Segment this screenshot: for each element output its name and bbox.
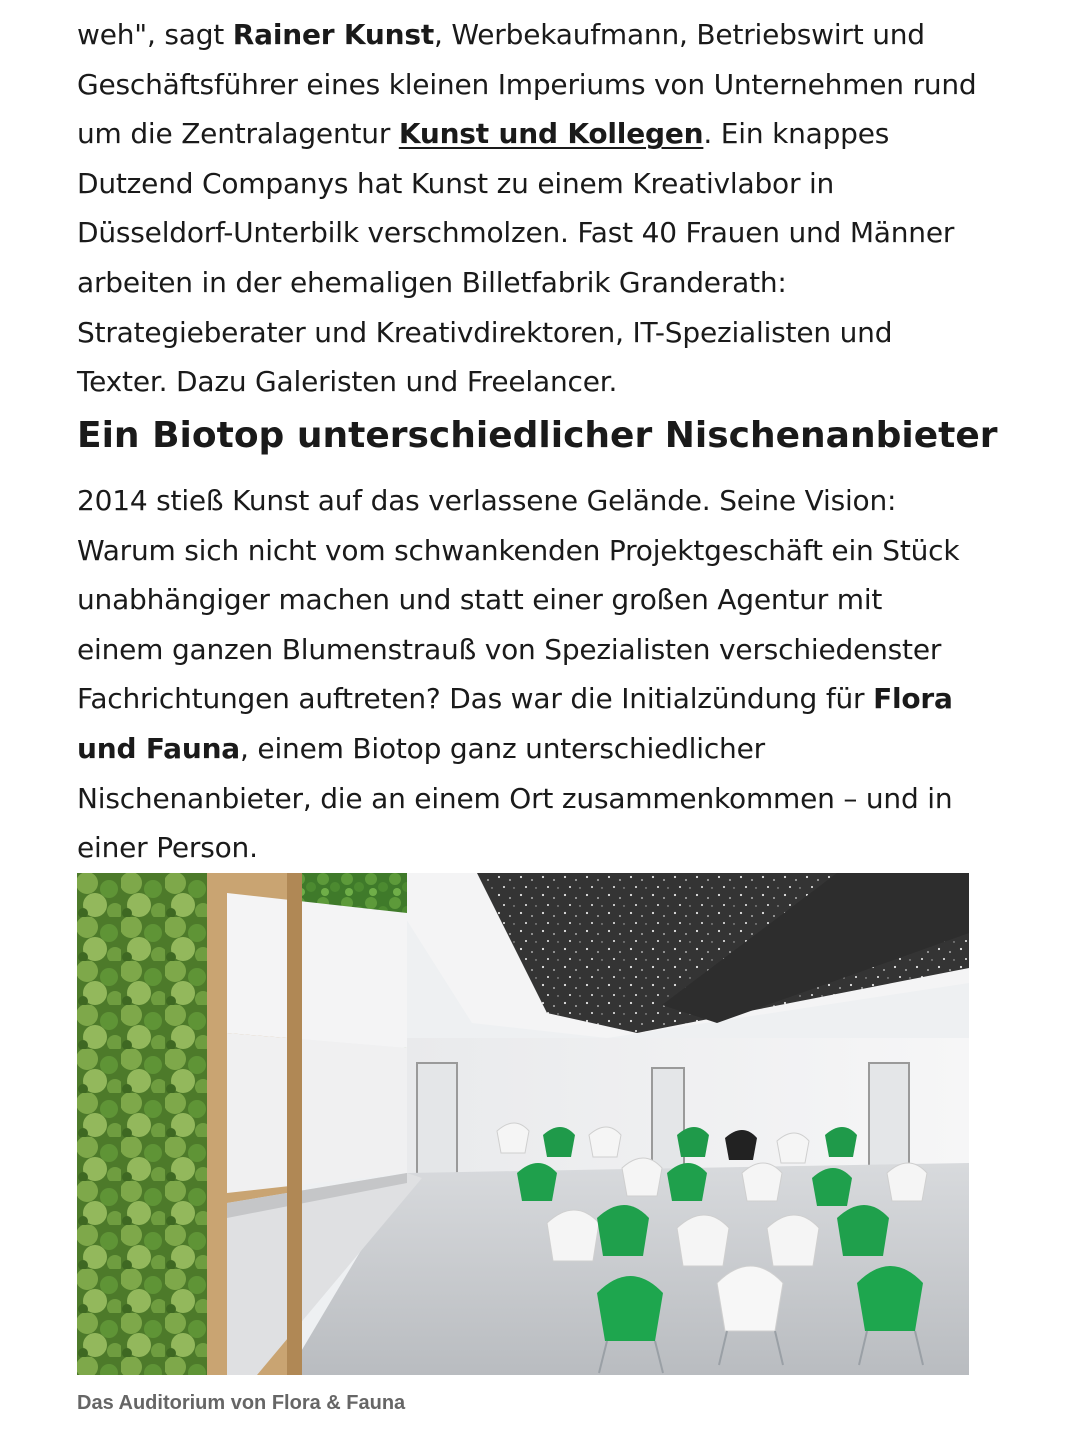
agency-link[interactable]: Kunst und Kollegen bbox=[398, 117, 704, 151]
section-heading: Ein Biotop unterschiedlicher Nischenanbieter bbox=[77, 415, 998, 456]
photo-caption: Das Auditorium von Flora & Fauna bbox=[77, 1392, 406, 1414]
text-segment: 2014 stieß Kunst auf das verlassene Gelände. Seine Vision: Warum sich nicht vom schwankenden Projektgeschäft ein Stück unabhängiger machen und statt einer großen Agentur mit einem ganzen Blumenstrauß von Spezialisten verschiedenster Fachrichtungen auftreten? Das war die Initialzündung für bbox=[77, 484, 960, 716]
paragraph-intro bbox=[77, 10, 977, 407]
article-figure bbox=[77, 873, 969, 1417]
text-segment: weh", sagt bbox=[77, 18, 233, 51]
person-name: Rainer Kunst bbox=[232, 18, 435, 51]
paragraph-vision bbox=[77, 476, 977, 873]
text-segment: , Werbekaufmann, Betriebswirt und Geschäftsführer eines kleinen Imperiums von Unternehmen rund um die Zentralagentur bbox=[77, 18, 977, 151]
text-segment: , einem Biotop ganz unterschiedlicher Nischenanbieter, die an einem Ort zusammenkommen – und in einer Person. bbox=[77, 731, 953, 865]
text-segment: . Ein knappes Dutzend Companys hat Kunst zu einem Kreativlabor in Düsseldorf-Unterbilk verschmolzen. Fast 40 Frauen und Männer arbeiten in der ehemaligen Billetfabrik Granderath: Strategieberater und Kreativdirektoren, IT-Spezialisten und Texter. Dazu Galeristen und Freelancer. bbox=[77, 117, 955, 399]
auditorium-photo bbox=[77, 873, 969, 1375]
company-name: Flora und Fauna bbox=[77, 682, 953, 765]
